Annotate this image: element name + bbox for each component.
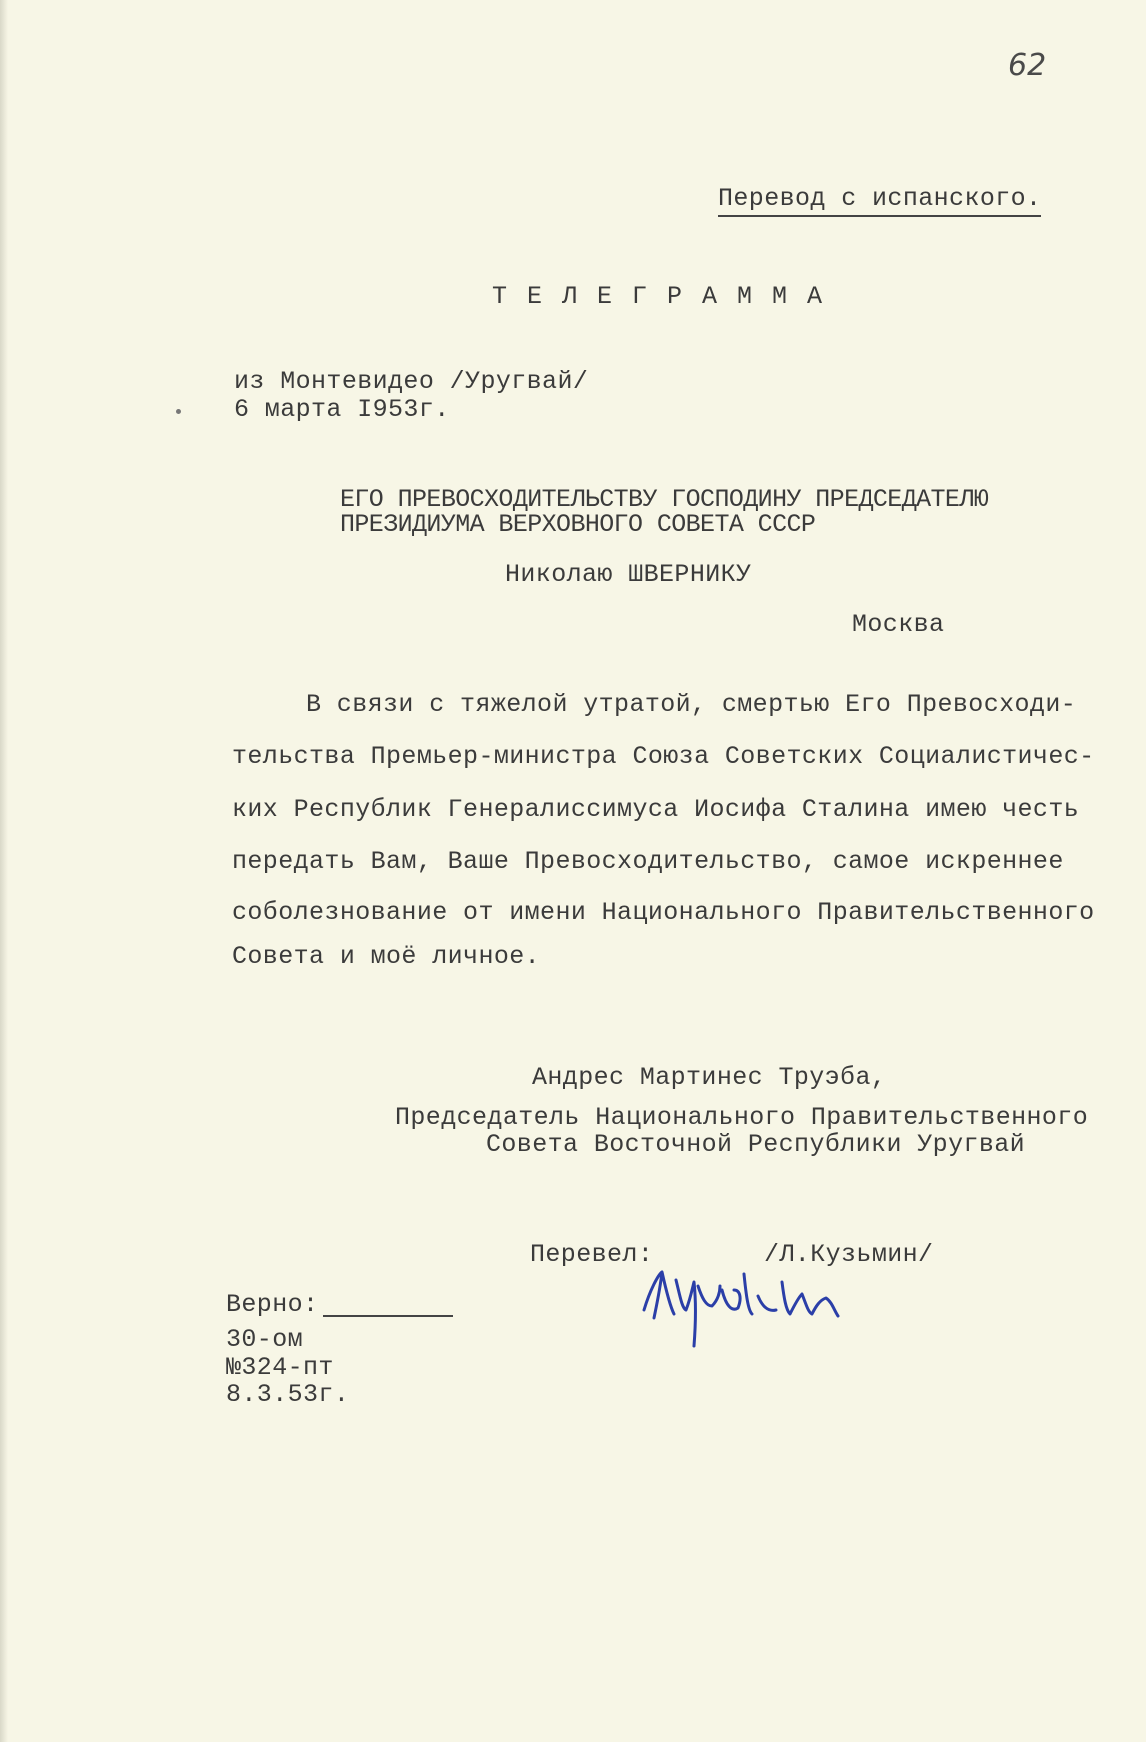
origin-line-1: из Монтевидео /Уругвай/	[234, 367, 589, 396]
sender-title-line-2: Совета Восточной Республики Уругвай	[486, 1130, 1026, 1159]
body-line-4: передать Вам, Ваше Превосходительство, самое искреннее	[232, 847, 1064, 876]
margin-mark	[176, 409, 181, 414]
document-title: ТЕЛЕГРАММА	[492, 282, 843, 311]
page-number: 62	[1008, 48, 1047, 83]
addressee-line-1: ЕГО ПРЕВОСХОДИТЕЛЬСТВУ ГОСПОДИНУ ПРЕДСЕДАТЕЛЮ	[340, 485, 989, 514]
footer-code: 30-ом	[226, 1325, 304, 1354]
footer-number: №324-пт	[226, 1353, 334, 1382]
origin-date: 6 марта I953г.	[234, 395, 450, 424]
body-line-1: В связи с тяжелой утратой, смертью Его Превосходи-	[306, 690, 1077, 719]
body-line-6: Совета и моё личное.	[232, 942, 541, 971]
body-line-3: ких Республик Генералиссимуса Иосифа Сталина имею честь	[232, 795, 1080, 824]
translator-label: Перевел:	[530, 1240, 654, 1269]
verification-blank-line	[323, 1315, 453, 1317]
sender-name: Андрес Мартинес Труэба,	[532, 1063, 887, 1092]
translator-name: /Л.Кузьмин/	[764, 1240, 934, 1269]
addressee-city: Москва	[852, 610, 945, 639]
sender-title-line-1: Председатель Национального Правительственного	[395, 1103, 1089, 1132]
footer-date: 8.3.53г.	[226, 1380, 350, 1409]
page-edge-shadow	[0, 0, 8, 1742]
body-line-5: соболезнование от имени Национального Правительственного	[232, 898, 1095, 927]
translation-note: Перевод с испанского.	[718, 184, 1041, 217]
addressee-line-2: ПРЕЗИДИУМА ВЕРХОВНОГО СОВЕТА СССР	[340, 510, 816, 539]
addressee-name: Николаю ШВЕРНИКУ	[505, 560, 752, 589]
translator-signature	[636, 1250, 876, 1360]
verified-label: Верно:	[226, 1290, 319, 1319]
body-line-2: тельства Премьер-министра Союза Советских Социалистичес-	[232, 742, 1095, 771]
